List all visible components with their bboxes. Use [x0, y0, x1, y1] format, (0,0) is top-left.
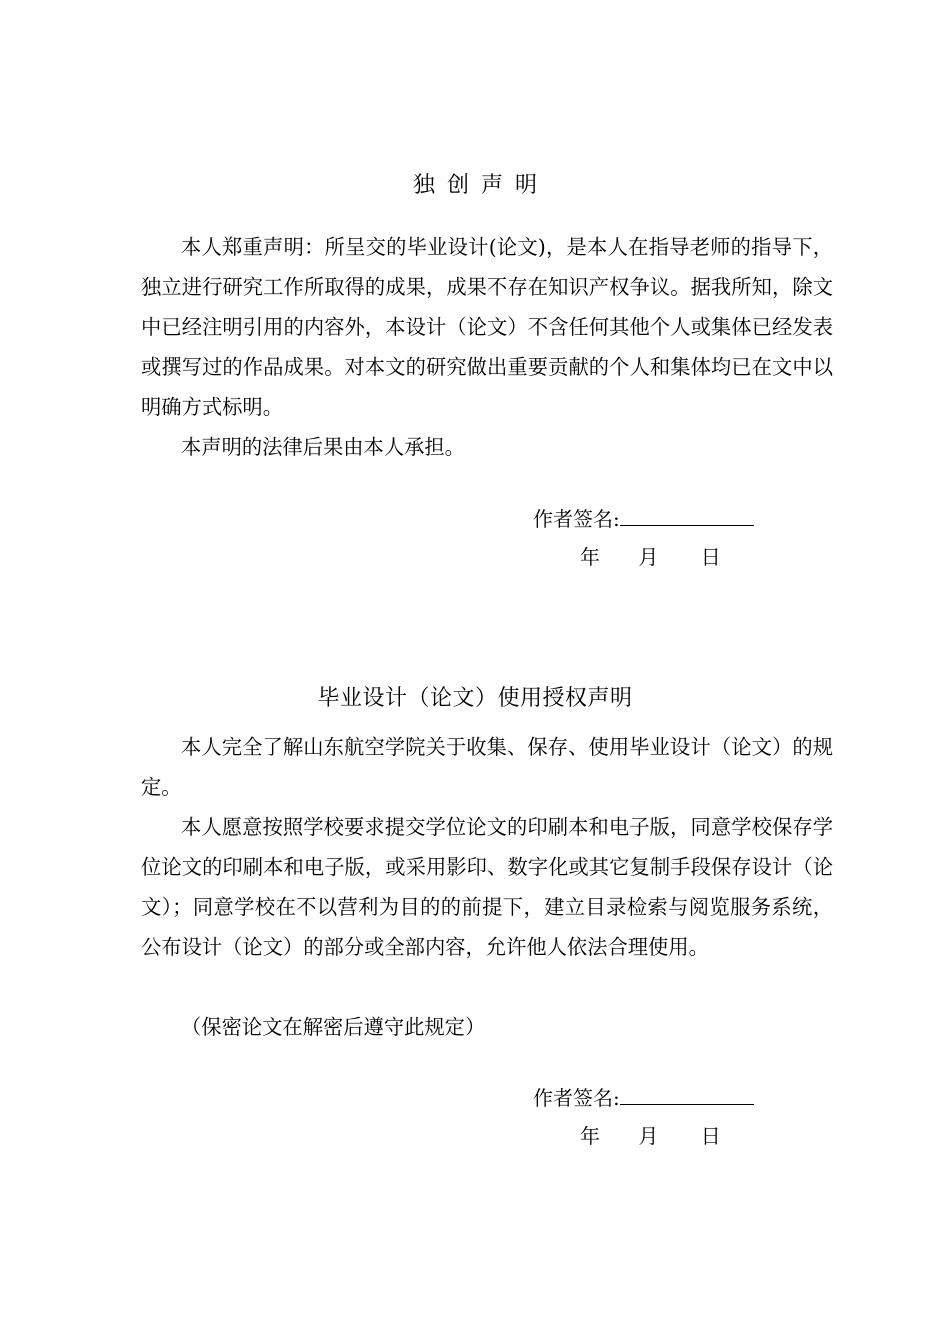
- declaration-signature: [533, 503, 754, 534]
- date-month-label: 月: [638, 1124, 659, 1148]
- declaration-date: [580, 542, 721, 572]
- authorization-date: [580, 1121, 721, 1151]
- signature-label: 作者签名:: [533, 507, 620, 531]
- declaration-paragraph-2: 本声明的法律后果由本人承担。: [181, 435, 465, 459]
- authorization-signature: [533, 1082, 754, 1113]
- date-year-label: 年: [580, 545, 600, 569]
- authorization-title: 毕业设计（论文）使用授权声明: [317, 686, 633, 711]
- signature-line: [620, 503, 754, 526]
- declaration-title: 独创声明: [412, 173, 549, 198]
- signature-line: [620, 1082, 754, 1105]
- date-year-label: 年: [580, 1124, 600, 1148]
- date-day-label: 日: [700, 545, 721, 569]
- date-day-label: 日: [700, 1124, 721, 1148]
- signature-label: 作者签名:: [533, 1086, 620, 1110]
- declaration-paragraph-1: 本人郑重声明：所呈交的毕业设计(论文)，是本人在指导老师的指导下，独立进行研究工作所取得的成果，成果不存在知识产权争议。据我所知，除文中已经注明引用的内容外，本设计（论文）不含任何其他个人或集体已经发表或撰写过的作品成果。对本文的研究做出重要贡献的个人和集体均已在文中以明确方式标明。: [141, 235, 833, 419]
- date-month-label: 月: [638, 545, 659, 569]
- authorization-paragraph-2: 本人愿意按照学校要求提交学位论文的印刷本和电子版，同意学校保存学位论文的印刷本和电子版，或采用影印、数字化或其它复制手段保存设计（论文）；同意学校在不以营利为目的的前提下，建立目录检索与阅览服务系统，公布设计（论文）的部分或全部内容，允许他人依法合理使用。: [141, 815, 833, 959]
- authorization-paragraph-1: 本人完全了解山东航空学院关于收集、保存、使用毕业设计（论文）的规定。: [141, 735, 833, 799]
- authorization-paragraph-3: （保密论文在解密后遵守此规定）: [181, 1015, 486, 1039]
